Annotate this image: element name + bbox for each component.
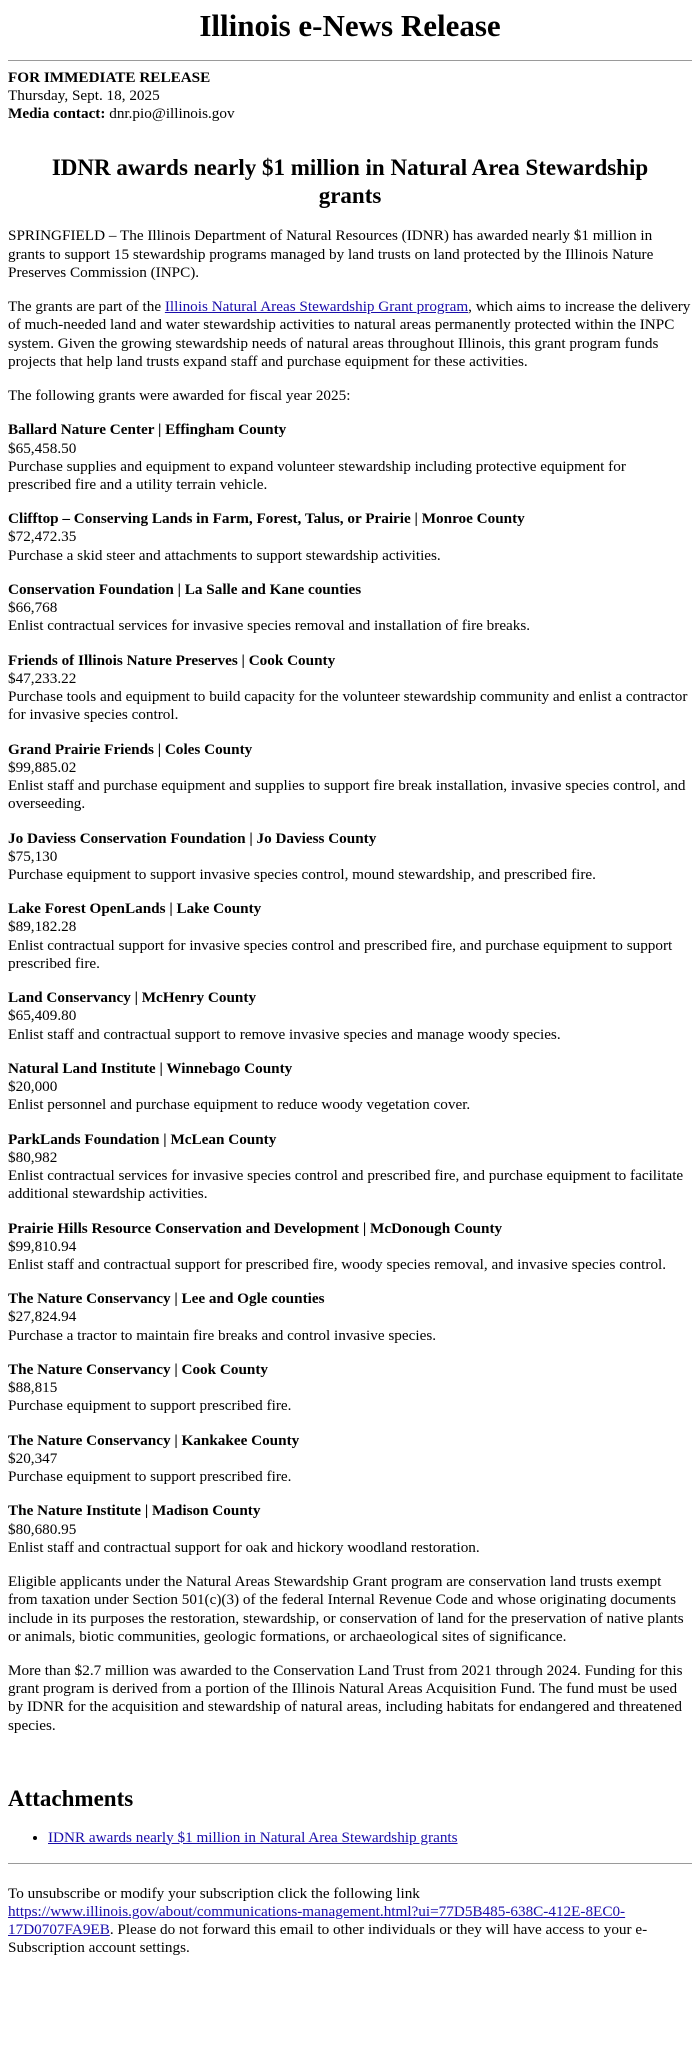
grant-description: Purchase a skid steer and attachments to support stewardship activities. (8, 546, 441, 564)
grant-entry (8, 581, 692, 636)
grant-name: Land Conservancy | McHenry County (8, 989, 257, 1007)
grant-amount: $89,182.28 (8, 918, 77, 936)
grant-name: The Nature Conservancy | Lee and Ogle counties (8, 1290, 325, 1308)
grant-description: Enlist personnel and purchase equipment to reduce woody vegetation cover. (8, 1096, 471, 1114)
attachment-item (48, 1829, 692, 1847)
grant-entry (8, 830, 692, 885)
funding-paragraph: More than $2.7 million was awarded to the Conservation Land Trust from 2021 through 2024. Funding for this grant program is derived from a portion of the Illinois Natural Areas Acquisition Fund. The fund must be used by IDNR for the acquisition and stewardship of natural areas, including habitats for endangered and threatened species. (8, 1661, 683, 1734)
attachments-list (8, 1829, 692, 1847)
grant-name: Lake Forest OpenLands | Lake County (8, 900, 262, 918)
grant-amount: $99,810.94 (8, 1237, 77, 1255)
unsubscribe-link[interactable]: https://www.illinois.gov/about/communications-management.html?ui=77D5B485-638C-412E-8EC0-17D0707FA9EB (8, 1902, 626, 1939)
grant-amount: $72,472.35 (8, 528, 77, 546)
grant-entry (8, 652, 692, 725)
grant-entry (8, 1502, 692, 1557)
header-divider (8, 60, 692, 61)
grant-entry (8, 1220, 692, 1275)
grant-description: Purchase tools and equipment to build capacity for the volunteer stewardship community and enlist a contractor for invasive species control. (8, 688, 688, 724)
media-contact-email: dnr.pio@illinois.gov (109, 105, 235, 123)
grant-name: Friends of Illinois Nature Preserves | Cook County (8, 651, 336, 669)
grant-amount: $88,815 (8, 1379, 58, 1397)
grant-name: Clifftop – Conserving Lands in Farm, Forest, Talus, or Prairie | Monroe County (8, 510, 525, 528)
attachments-heading: Attachments (8, 1785, 134, 1811)
grant-description: Enlist staff and contractual support to remove invasive species and manage woody species. (8, 1025, 561, 1043)
unsubscribe-text: To unsubscribe or modify your subscription click the following link (8, 1884, 420, 1902)
grant-amount: $20,347 (8, 1449, 58, 1467)
unsubscribe-notice (8, 1885, 692, 1958)
grant-description: Purchase a tractor to maintain fire breaks and control invasive species. (8, 1326, 437, 1344)
grant-entry (8, 741, 692, 814)
grant-description: Purchase supplies and equipment to expand volunteer stewardship including protective equipment for prescribed fire and a utility terrain vehicle. (8, 457, 626, 494)
grant-description: Purchase equipment to support invasive species control, mound stewardship, and prescribed fire. (8, 866, 596, 883)
grant-amount: $65,409.80 (8, 1007, 77, 1025)
grant-description: Enlist contractual services for invasive species control and prescribed fire, and purchase equipment to facilitate additional stewardship activities. (8, 1167, 684, 1203)
release-meta (8, 69, 692, 124)
grant-name: Grand Prairie Friends | Coles County (8, 740, 253, 758)
grant-name: Natural Land Institute | Winnebago County (8, 1059, 293, 1077)
grant-entry (8, 421, 692, 494)
grant-name: Conservation Foundation | La Salle and Kane counties (8, 580, 362, 598)
program-text-before: The grants are part of the (8, 298, 165, 316)
release-label: FOR IMMEDIATE RELEASE (8, 68, 211, 86)
grant-name: The Nature Institute | Madison County (8, 1502, 261, 1520)
grant-entry (8, 1131, 692, 1204)
attachment-link[interactable]: IDNR awards nearly $1 million in Natural Area Stewardship grants (48, 1828, 458, 1846)
eligibility-paragraph: Eligible applicants under the Natural Areas Stewardship Grant program are conservation land trusts exempt from taxation under Section 501(c)(3) of the federal Internal Revenue Code and whose originating documents include in its purposes the restoration, stewardship, or conservation of land for the preservation of native plants or animals, biotic communities, geologic formations, or archaeological sites of significance. (8, 1573, 684, 1645)
grant-entry (8, 1290, 692, 1345)
grant-amount: $75,130 (8, 847, 58, 865)
grant-amount: $99,885.02 (8, 758, 77, 776)
intro-paragraph: SPRINGFIELD – The Illinois Department of Natural Resources (IDNR) has awarded nearly $1 million in grants to support 15 stewardship programs managed by land trusts on land protected by the Illinois Nature Preserves Commission (INPC). (8, 227, 654, 281)
grant-name: The Nature Conservancy | Kankakee County (8, 1431, 300, 1449)
grant-amount: $65,458.50 (8, 439, 77, 457)
grant-entry (8, 510, 692, 565)
grant-amount: $80,982 (8, 1148, 58, 1166)
grant-entry (8, 1432, 692, 1487)
grant-description: Enlist staff and purchase equipment and supplies to support fire break installation, invasive species control, and overseeding. (8, 777, 686, 813)
email-body (0, 8, 700, 1958)
release-date: Thursday, Sept. 18, 2025 (8, 86, 160, 104)
grant-amount: $80,680.95 (8, 1520, 77, 1538)
grant-entry (8, 1361, 692, 1416)
grant-amount: $47,233.22 (8, 669, 77, 687)
grant-amount: $27,824.94 (8, 1308, 77, 1326)
grant-amount: $66,768 (8, 599, 58, 617)
grant-name: Jo Daviess Conservation Foundation | Jo Daviess County (8, 829, 377, 847)
grant-description: Purchase equipment to support prescribed fire. (8, 1397, 292, 1415)
grant-description: Enlist contractual services for invasive species removal and installation of fire breaks. (8, 617, 531, 635)
program-paragraph (8, 298, 692, 371)
grant-description: Enlist contractual support for invasive species control and prescribed fire, and purchase equipment to support prescribed fire. (8, 936, 673, 972)
grants-intro: The following grants were awarded for fiscal year 2025: (8, 387, 351, 405)
grant-description: Enlist staff and contractual support for oak and hickory woodland restoration. (8, 1538, 480, 1556)
grant-entry (8, 989, 692, 1044)
grant-name: Prairie Hills Resource Conservation and Development | McDonough County (8, 1219, 503, 1237)
grant-description: Purchase equipment to support prescribed fire. (8, 1468, 292, 1486)
grant-name: ParkLands Foundation | McLean County (8, 1130, 277, 1148)
grant-amount: $20,000 (8, 1078, 58, 1096)
grant-description: Enlist staff and contractual support for prescribed fire, woody species removal, and invasive species control. (8, 1255, 667, 1273)
grant-entry (8, 1060, 692, 1115)
forward-warning: . Please do not forward this email to other individuals or they will have access to your e-Subscription account settings. (8, 1921, 648, 1957)
grant-program-link[interactable]: Illinois Natural Areas Stewardship Grant program (164, 298, 469, 316)
media-contact (8, 105, 692, 123)
site-title: Illinois e-News Release (199, 8, 501, 43)
program-text-after: , which aims to increase the delivery of much-needed land and water stewardship activities to natural areas permanently protected within the INPC system. Given the growing stewardship needs of natural areas throughout Illinois, this grant program funds projects that help land trusts expand staff and purchase equipment for these activities. (8, 298, 691, 370)
footer (8, 1878, 692, 1958)
grant-list (8, 421, 692, 1557)
article-headline: IDNR awards nearly $1 million in Natural Area Stewardship grants (51, 155, 649, 209)
footer-divider (8, 1863, 692, 1864)
grant-name: Ballard Nature Center | Effingham County (8, 421, 287, 439)
grant-name: The Nature Conservancy | Cook County (8, 1360, 268, 1378)
media-contact-label: Media contact: (8, 105, 106, 123)
grant-entry (8, 900, 692, 973)
